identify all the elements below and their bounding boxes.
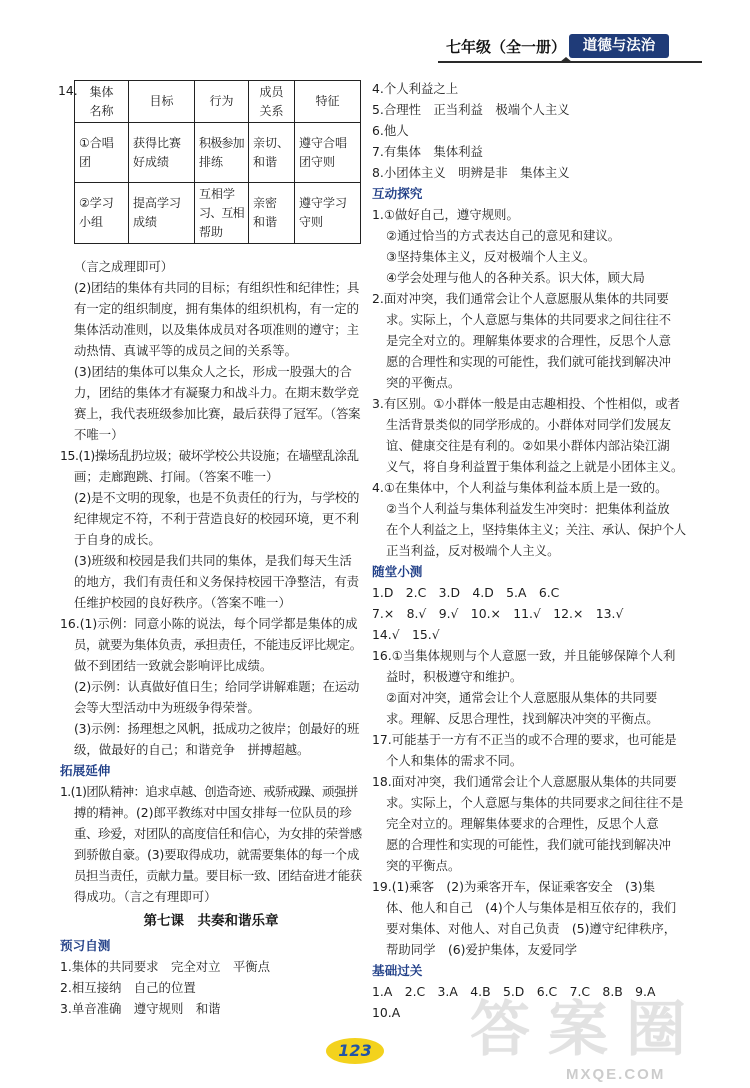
table-header-cell	[75, 81, 129, 123]
section-heading-basics: 基础过关	[372, 963, 423, 978]
answer-line: 16.(1)示例：同意小陈的说法，每个同学都是集体的成	[60, 616, 358, 631]
answer-line: 突的平衡点。	[386, 858, 461, 873]
table-header-cell	[295, 81, 361, 123]
cell-text-line: ②学习	[79, 196, 114, 210]
answer-line: 14.√ 15.√	[372, 627, 440, 642]
answer-line: 2.相互接纳 自己的位置	[60, 980, 196, 995]
answer-15	[60, 445, 362, 613]
preview-answers	[60, 956, 362, 1019]
answer-line: 5.合理性 正当利益 极端个人主义	[372, 102, 570, 117]
cell-text-line: 名称	[89, 103, 114, 118]
table-cell	[75, 123, 129, 183]
interactive-answer-3	[372, 393, 690, 477]
answer-line: （言之成理即可）	[74, 259, 174, 274]
preview-answers-continued	[372, 78, 690, 183]
answer-line: 1.(1)团队精神：追求卓越、创造奇迹、戒骄戒躁、顽强拼	[60, 784, 358, 799]
extension-answer-1	[60, 781, 362, 907]
answer-line: 3.单音准确 遵守规则 和谐	[60, 1001, 221, 1016]
section-heading-extension: 拓展延伸	[60, 763, 111, 778]
answer-line: 7.有集体 集体利益	[372, 144, 483, 159]
answer-line: 益时，积极遵守和维护。	[386, 669, 523, 684]
subject-badge: 道德与法治	[569, 34, 669, 58]
answer-line: 级，做最好的自己；和谐竞争 拼搏超越。	[74, 742, 310, 757]
answer-line: (2)是不文明的现象，也是不负责任的行为，与学校的	[74, 490, 360, 505]
answer-line: 得成功。（言之有理即可）	[74, 889, 217, 904]
answer-line: 求。实际上，个人意愿与集体的共同要求之间往往不	[386, 312, 671, 327]
answer-line: 1.A 2.C 3.A 4.B 5.D 6.C 7.C 8.B 9.A	[372, 984, 656, 999]
right-column	[372, 78, 690, 1023]
cell-text-line: 排练	[199, 154, 224, 169]
table-header-row	[75, 81, 361, 123]
quiz-answer-16	[372, 645, 690, 729]
answer-line: 16.①当集体规则与个人意愿一致，并且能够保障个人利	[372, 648, 676, 663]
answer-line: 赛上，我代表班级参加比赛，最后获得了冠军。（答案	[74, 406, 361, 421]
answer-line: 17.可能基于一方有不正当的或不合理的要求，也可能是	[372, 732, 677, 747]
answer-line: 正当利益，反对极端个人主义。	[386, 543, 560, 558]
watermark-site: MXQE.COM	[566, 1066, 666, 1083]
answer-line: 搏的精神。(2)郎平教练对中国女排每一位队员的珍	[74, 805, 352, 820]
answer-line: 画；走廊跑跳、打闹。（答案不唯一）	[74, 469, 279, 484]
answer-line: 求。实际上，个人意愿与集体的共同要求之间往往不是	[386, 795, 684, 810]
cell-text-line: 亲密	[253, 196, 278, 210]
interactive-answer-1	[372, 204, 690, 288]
answer-line: 4.个人利益之上	[372, 81, 459, 96]
answer-line: ③坚持集体主义，反对极端个人主义。	[386, 249, 596, 264]
cell-text-line: 提高学习	[133, 196, 182, 210]
table-cell	[249, 123, 295, 183]
table-cell	[195, 183, 249, 244]
question-14-number: 14.	[58, 83, 78, 98]
answer-line: 2.面对冲突，我们通常会让个人意愿服从集体的共同要	[372, 291, 669, 306]
group-comparison-table	[74, 80, 361, 244]
answer-line: 是完全对立的。理解集体要求的合理性，反思个人意	[386, 333, 671, 348]
cell-text-line: 特征	[315, 94, 340, 108]
table-cell	[129, 123, 195, 183]
cell-text-line: 和谐	[253, 154, 278, 169]
answer-line: ②通过恰当的方式表达自己的意见和建议。	[386, 228, 621, 243]
answer-line: 有一定的组织制度，拥有集体的组织机构，有一定的	[74, 301, 359, 316]
answer-line: ②当个人利益与集体利益发生冲突时：把集体利益放	[386, 501, 670, 516]
cell-text-line: 亲切、	[253, 135, 290, 150]
table-header-cell	[195, 81, 249, 123]
answer-line: 完全对立的。理解集体要求的合理性，反思个人意	[386, 816, 659, 831]
section-heading-preview: 预习自测	[60, 938, 111, 953]
answer-line: (3)团结的集体可以集众人之长，形成一股强大的合	[74, 364, 352, 379]
header-divider-notch	[560, 57, 572, 62]
cell-text-line: 遵守合唱	[299, 135, 348, 150]
answer-line: 集体活动准则，以及集体成员对各项准则的遵守；主	[74, 322, 359, 337]
cell-text-line: 目标	[149, 94, 174, 108]
answer-line: 18.面对冲突，我们通常会让个人意愿服从集体的共同要	[372, 774, 677, 789]
cell-text-line: 遵守学习	[299, 196, 348, 210]
table-cell	[129, 183, 195, 244]
answer-line: 纪律规定不符，不利于营造良好的校园环境，更不利	[74, 511, 359, 526]
cell-text-line: 守则	[299, 215, 324, 229]
answer-line: 生活背景类似的同学形成的。小群体对同学们发展友	[386, 417, 671, 432]
cell-text-line: 团	[79, 154, 92, 169]
answer-line: 员担当责任，贡献力量。要目标一致、团结奋进才能获	[74, 868, 362, 883]
answer-line: 个人和集体的需求不同。	[386, 753, 523, 768]
cell-text-line: 成员	[259, 84, 284, 99]
table-header-cell	[129, 81, 195, 123]
cell-text-line: 行为	[209, 94, 234, 108]
table-cell	[249, 183, 295, 244]
answer-line: ②面对冲突，通常会让个人意愿服从集体的共同要	[386, 690, 658, 705]
cell-text-line: ①合唱	[79, 135, 114, 150]
answer-line: 8.小团体主义 明辨是非 集体主义	[372, 165, 570, 180]
cell-text-line: 好成绩	[133, 154, 170, 169]
table-row	[75, 123, 361, 183]
cell-text-line: 互相学	[199, 186, 236, 201]
cell-text-line: 习、互相	[199, 205, 244, 220]
answer-line: (3)班级和校园是我们共同的集体，是我们每天生活	[74, 553, 352, 568]
answer-16	[60, 613, 362, 760]
answer-line: 求。理解、反思合理性，找到解决冲突的平衡点。	[386, 711, 659, 726]
cell-text-line: 关系	[259, 103, 284, 118]
answer-line: 不唯一）	[74, 427, 124, 442]
cell-text-line: 获得比赛	[133, 135, 182, 150]
cell-text-line: 积极参加	[199, 135, 244, 150]
book-grade-label: 七年级（全一册）	[446, 38, 567, 56]
answer-line: 做不到团结一致就会影响评比成绩。	[74, 658, 273, 673]
answer-line: 15.(1)操场乱扔垃圾；破坏学校公共设施；在墙壁乱涂乱	[60, 448, 359, 463]
cell-text-line: 小组	[79, 215, 104, 229]
quiz-answer-17	[372, 729, 690, 771]
answer-14-text	[60, 256, 362, 445]
answer-line: 愿的合理性和实现的可能性，我们就可能找到解决冲	[386, 354, 671, 369]
answer-line: 10.A	[372, 1005, 401, 1020]
section-heading-interactive: 互动探究	[372, 186, 423, 201]
answer-line: 重、珍爱，对团队的高度信任和信心，为女排的荣誉感	[74, 826, 362, 841]
answer-line: 义气，将自身利益置于集体利益之上就是小团体主义。	[386, 459, 684, 474]
answer-line: 6.他人	[372, 123, 409, 138]
answer-line: 在个人利益之上，坚持集体主义；关注、承认、保护个人	[386, 522, 686, 537]
answer-line: 动热情、真诚平等的成员之间的关系等。	[74, 343, 298, 358]
interactive-answer-4	[372, 477, 690, 561]
section-heading-quiz: 随堂小测	[372, 564, 423, 579]
cell-text-line: 和谐	[253, 215, 278, 229]
answer-line: 谊、健康交往是有利的。②如果小群体内部沾染江湖	[386, 438, 670, 453]
cell-text-line: 帮助	[199, 224, 224, 239]
quiz-choice-answers	[372, 582, 690, 645]
answer-line: ④学会处理与他人的各种关系。识大体，顾大局	[386, 270, 645, 285]
answer-line: 1.集体的共同要求 完全对立 平衡点	[60, 959, 271, 974]
table-cell	[295, 123, 361, 183]
answer-line: 愿的合理性和实现的可能性，我们就可能找到解决冲	[386, 837, 671, 852]
answer-line: 员，就要为集体负责，承担责任，不能违反评比规定。	[74, 637, 362, 652]
answer-line: 3.有区别。①小群体一般是由志趣相投、个性相似，或者	[372, 396, 680, 411]
answer-line: (2)示例：认真做好值日生；给同学讲解难题；在运动	[74, 679, 360, 694]
answer-line: 1.D 2.C 3.D 4.D 5.A 6.C	[372, 585, 560, 600]
left-column	[60, 256, 362, 1019]
answer-line: 4.①在集体中，个人利益与集体利益本质上是一致的。	[372, 480, 668, 495]
answer-line: 19.(1)乘客 (2)为乘客开车，保证乘客安全 (3)集	[372, 879, 655, 894]
cell-text-line: 集体	[89, 84, 114, 99]
answer-line: (2)团结的集体有共同的目标；有组织性和纪律性；具	[74, 280, 360, 295]
quiz-answer-18	[372, 771, 690, 876]
answer-line: 的地方，我们有责任和义务保持校园干净整洁，有责	[74, 574, 359, 589]
answer-line: 到骄傲自豪。(3)要取得成功，就需要集体的每一个成	[74, 847, 360, 862]
cell-text-line: 成绩	[133, 215, 158, 229]
answer-line: 力，团结的集体才有凝聚力和战斗力。在期末数学竞	[74, 385, 359, 400]
answer-line: 体、他人和自己 (4)个人与集体是相互依存的，我们	[386, 900, 677, 915]
lesson-title: 第七课 共奏和谐乐章	[143, 913, 279, 929]
answer-line: 7.× 8.√ 9.√ 10.× 11.√ 12.× 13.√	[372, 606, 624, 621]
answer-line: 要对集体、对他人、对自己负责 (5)遵守纪律秩序，	[386, 921, 677, 936]
page-number: 123	[326, 1038, 384, 1064]
table-cell	[75, 183, 129, 244]
answer-line: 任维护校园的良好秩序。（答案不唯一）	[74, 595, 291, 610]
cell-text-line: 团守则	[299, 154, 336, 169]
table-header-cell	[249, 81, 295, 123]
watermark-logo: 答案圈	[470, 995, 704, 1065]
answer-line: 突的平衡点。	[386, 375, 461, 390]
table-cell	[295, 183, 361, 244]
quiz-answer-19	[372, 876, 690, 960]
table-row	[75, 183, 361, 244]
answer-line: 1.①做好自己，遵守规则。	[372, 207, 519, 222]
answer-line: (3)示例：扬理想之风帆，抵成功之彼岸；创最好的班	[74, 721, 360, 736]
answer-line: 帮助同学 (6)爱护集体，友爱同学	[386, 942, 578, 957]
answer-line: 会等大型活动中为班级争得荣誉。	[74, 700, 260, 715]
interactive-answer-2	[372, 288, 690, 393]
answer-line: 于自身的成长。	[74, 532, 161, 547]
table-cell	[195, 123, 249, 183]
